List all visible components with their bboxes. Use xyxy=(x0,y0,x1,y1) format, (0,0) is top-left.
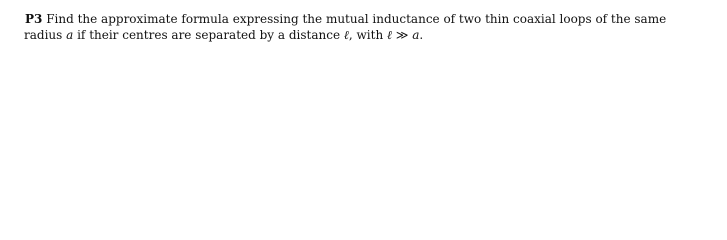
problem-line-1 xyxy=(25,11,720,27)
condition-rhs-symbol: a xyxy=(412,28,420,42)
distance-symbol: ℓ xyxy=(343,28,349,42)
problem-text-with: , with xyxy=(348,28,387,42)
problem-statement xyxy=(25,11,720,43)
problem-label: P3 xyxy=(25,12,43,26)
problem-text-distance: if their centres are separated by a distance xyxy=(73,28,344,42)
problem-text-end: . xyxy=(419,28,424,42)
problem-line-2 xyxy=(24,27,720,43)
problem-text-line-1: Find the approximate formula expressing the mutual inductance of two thin coaxial loops of the same xyxy=(42,12,667,26)
condition-operator: ≫ xyxy=(392,28,413,42)
radius-symbol: a xyxy=(66,28,74,42)
condition-lhs-symbol: ℓ xyxy=(387,28,392,42)
problem-text-radius: radius xyxy=(24,28,67,42)
